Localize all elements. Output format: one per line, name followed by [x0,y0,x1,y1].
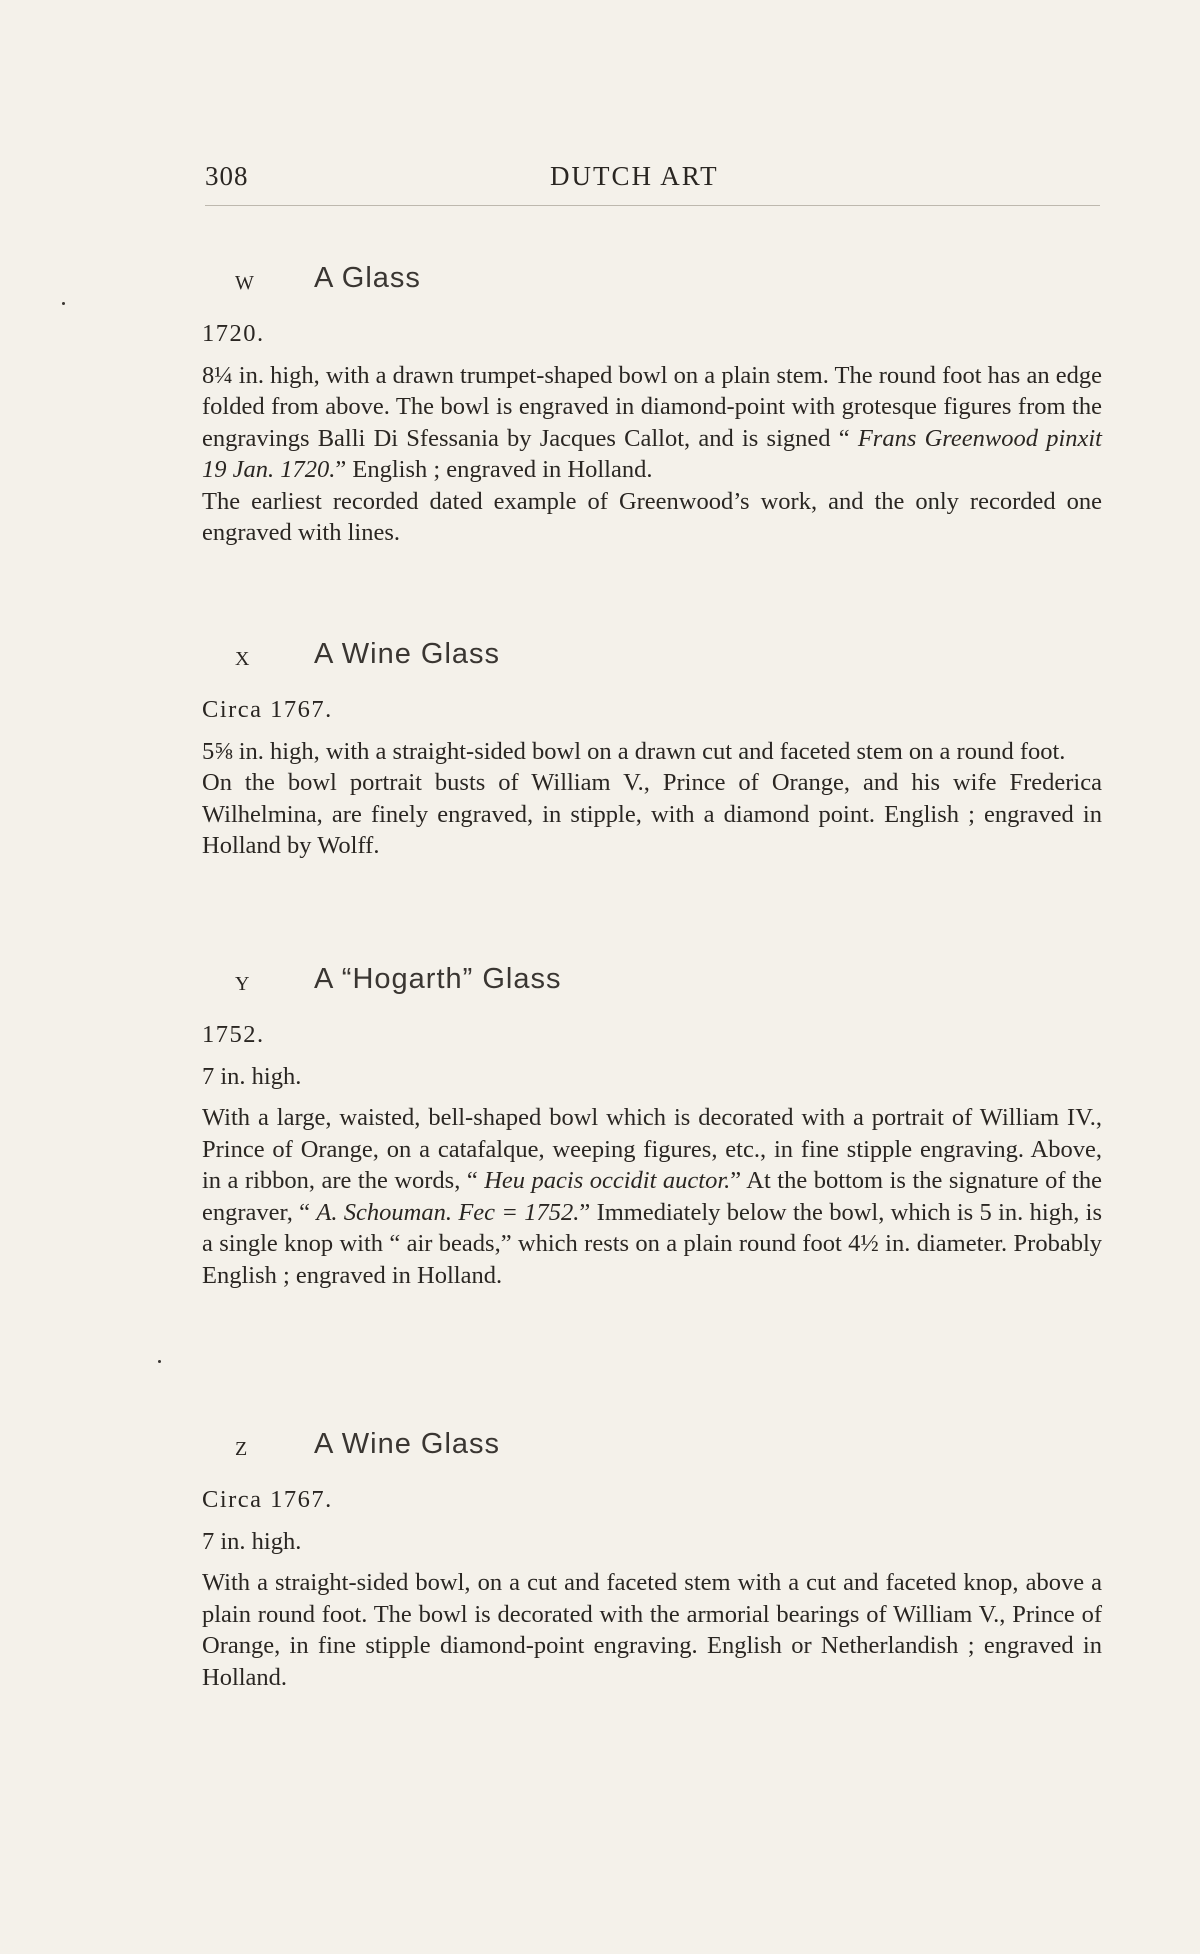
description-text: ” At the bottom is the signature of the engraver, “ [202,1167,1103,1226]
entry-w [202,262,1102,549]
entry-title: A Glass [314,262,421,294]
entry-letter: Z [235,1438,249,1460]
entry-description [202,360,1102,486]
page-number: 308 [205,161,249,191]
entry-size: 7 in. high. [202,1062,302,1090]
entry-date: 1752. [202,1021,265,1048]
entry-heading [202,963,1102,1003]
description-text: ” English ; engraved in Holland. [335,456,653,483]
entry-heading [202,638,1102,678]
entry-note: On the bowl portrait busts of William V., Prince of Orange, and his wife Frederica Wilhelmina, are finely engraved, in stipple, with a diamond point. English ; engraved in Holland by Wolff. [202,769,1102,859]
paper-speck [158,1360,161,1363]
entry-date: Circa 1767. [202,1486,333,1513]
entry-description: 5⅝ in. high, with a straight-sided bowl on a drawn cut and faceted stem on a round foot. [202,737,1066,765]
entry-x [202,638,1102,862]
running-title: DUTCH ART [550,161,719,191]
entry-note: The earliest recorded dated example of Greenwood’s work, and the only recorded one engraved with lines. [202,487,1102,546]
page-header [205,155,1100,206]
inscription-text: Frans Greenwood pinxit 19 Jan. 1720. [202,424,1102,483]
description-text: With a large, waisted, bell-shaped bowl which is decorated with a portrait of William IV., Prince of Orange, on a catafalque, weeping figures, etc., in fine stipple engraving. Above, in a ribbon, are the words, “ [202,1104,1102,1194]
paper-speck [62,302,65,305]
entry-description: With a straight-sided bowl, on a cut and faceted stem with a cut and faceted knop, above a plain round foot. The bowl is decorated with the armorial bearings of William V., Prince of Orange, in fine stipple diamond-point engraving. English or Netherlandish ; engraved in Holland. [202,1569,1102,1691]
entry-size: 7 in. high. [202,1527,302,1555]
entry-date: 1720. [202,320,265,347]
signature-text: A. Schouman. Fec = 1752. [316,1198,580,1226]
entry-title: A “Hogarth” Glass [314,963,562,995]
entry-letter: W [235,272,255,294]
entry-title: A Wine Glass [314,1428,501,1460]
description-text: ” Immediately below the bowl, which is 5 in. high, is a single knop with “ air beads,” which rests on a plain round foot 4½ in. diameter. Probably English ; engraved in Holland. [202,1198,1102,1289]
description-text: 8¼ in. high, with a drawn trumpet-shaped bowl on a plain stem. The round foot has an edge folded from above. The bowl is engraved in diamond-point with grotesque figures from the engravings Balli Di Sfessania by Jacques Callot, and is signed “ [202,361,1102,452]
entry-title: A Wine Glass [314,638,501,670]
inscription-text: Heu pacis occidit auctor. [484,1167,731,1194]
entry-letter: Y [235,973,251,995]
entry-y [202,963,1102,1291]
entry-date: Circa 1767. [202,696,333,723]
entry-heading [202,1428,1102,1468]
entry-letter: X [235,648,251,670]
entry-description [202,1102,1102,1291]
entry-z [202,1428,1102,1693]
entry-heading [202,262,1102,302]
